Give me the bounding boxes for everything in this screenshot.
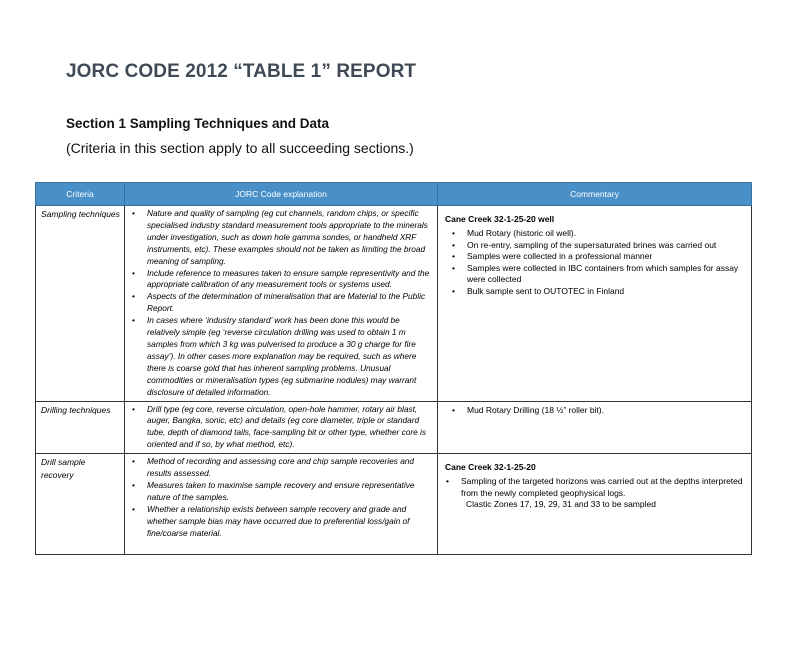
commentary-cell bbox=[438, 206, 752, 402]
jorc-table bbox=[35, 182, 752, 555]
commentary-list bbox=[445, 405, 745, 417]
explanation-list bbox=[125, 208, 431, 399]
header-criteria: Criteria bbox=[36, 183, 125, 206]
table-row bbox=[36, 454, 752, 555]
criteria-cell: Drill sample recovery bbox=[36, 454, 125, 555]
criteria-cell: Drilling techniques bbox=[36, 401, 125, 454]
list-item: • On re-entry, sampling of the supersaturated brines was carried out bbox=[465, 240, 745, 252]
commentary-heading: Cane Creek 32-1-25-20 bbox=[445, 462, 536, 473]
commentary-list bbox=[445, 476, 745, 499]
list-item: • Whether a relationship exists between sample recovery and grade and whether sample bias may have occurred due to preferential loss/gain of fine/coarse material. bbox=[145, 504, 431, 540]
commentary-note: Clastic Zones 17, 19, 29, 31 and 33 to be sampled bbox=[466, 499, 656, 510]
commentary-list bbox=[445, 228, 745, 298]
list-item: • Nature and quality of sampling (eg cut channels, random chips, or specific specialised industry standard measurement tools appropriate to the minerals under investigation, such as down hole gamma sondes, or handheld XRF instruments, etc). These examples should not be taken as limiting the broad meaning of sampling. bbox=[145, 208, 431, 268]
explanation-cell bbox=[125, 206, 438, 402]
table-row bbox=[36, 206, 752, 402]
list-item: • Mud Rotary Drilling (18 ½” roller bit). bbox=[465, 405, 745, 417]
table-header-row bbox=[36, 183, 752, 206]
commentary-cell bbox=[438, 401, 752, 454]
list-item: • Aspects of the determination of mineralisation that are Material to the Public Report. bbox=[145, 291, 431, 315]
criteria-cell: Sampling techniques bbox=[36, 206, 125, 402]
list-item: • Include reference to measures taken to ensure sample representivity and the appropriate calibration of any measurement tools or systems used. bbox=[145, 268, 431, 292]
header-explanation: JORC Code explanation bbox=[125, 183, 438, 206]
header-commentary: Commentary bbox=[438, 183, 752, 206]
list-item: • Measures taken to maximise sample recovery and ensure representative nature of the samples. bbox=[145, 480, 431, 504]
section-title: Section 1 Sampling Techniques and Data bbox=[66, 116, 330, 131]
list-item: • Mud Rotary (historic oil well). bbox=[465, 228, 745, 240]
explanation-cell bbox=[125, 401, 438, 454]
table-row bbox=[36, 401, 752, 454]
list-item: • Samples were collected in IBC containers from which samples for assay were collected bbox=[465, 263, 745, 286]
list-item: • Drill type (eg core, reverse circulation, open-hole hammer, rotary air blast, auger, Bangka, sonic, etc) and details (eg core diameter, triple or standard tube, depth of diamond tails, face-sampling bit or other type, whether core is oriented and if so, by what method, etc). bbox=[145, 404, 431, 452]
explanation-list bbox=[125, 456, 431, 539]
commentary-cell bbox=[438, 454, 752, 555]
explanation-cell bbox=[125, 454, 438, 555]
report-title: JORC CODE 2012 “TABLE 1” REPORT bbox=[66, 61, 417, 82]
list-item: • Bulk sample sent to OUTOTEC in Finland bbox=[465, 286, 745, 298]
list-item: • Samples were collected in a professional manner bbox=[465, 251, 745, 263]
list-item: • Method of recording and assessing core and chip sample recoveries and results assessed. bbox=[145, 456, 431, 480]
list-item: • Sampling of the targeted horizons was carried out at the depths interpreted from the newly completed geophysical logs. bbox=[459, 476, 745, 499]
list-item: • In cases where ‘industry standard’ work has been done this would be relatively simple (eg ‘reverse circulation drilling was used to obtain 1 m samples from which 3 kg was pulverised to produce a 30 g charge for fire assay’). In other cases more explanation may be required, such as where there is coarse gold that has inherent sampling problems. Unusual commodities or mineralisation types (eg submarine nodules) may warrant disclosure of detailed information. bbox=[145, 315, 431, 398]
commentary-heading: Cane Creek 32-1-25-20 well bbox=[445, 214, 555, 224]
section-note: (Criteria in this section apply to all succeeding sections.) bbox=[66, 140, 414, 156]
explanation-list bbox=[125, 404, 431, 452]
